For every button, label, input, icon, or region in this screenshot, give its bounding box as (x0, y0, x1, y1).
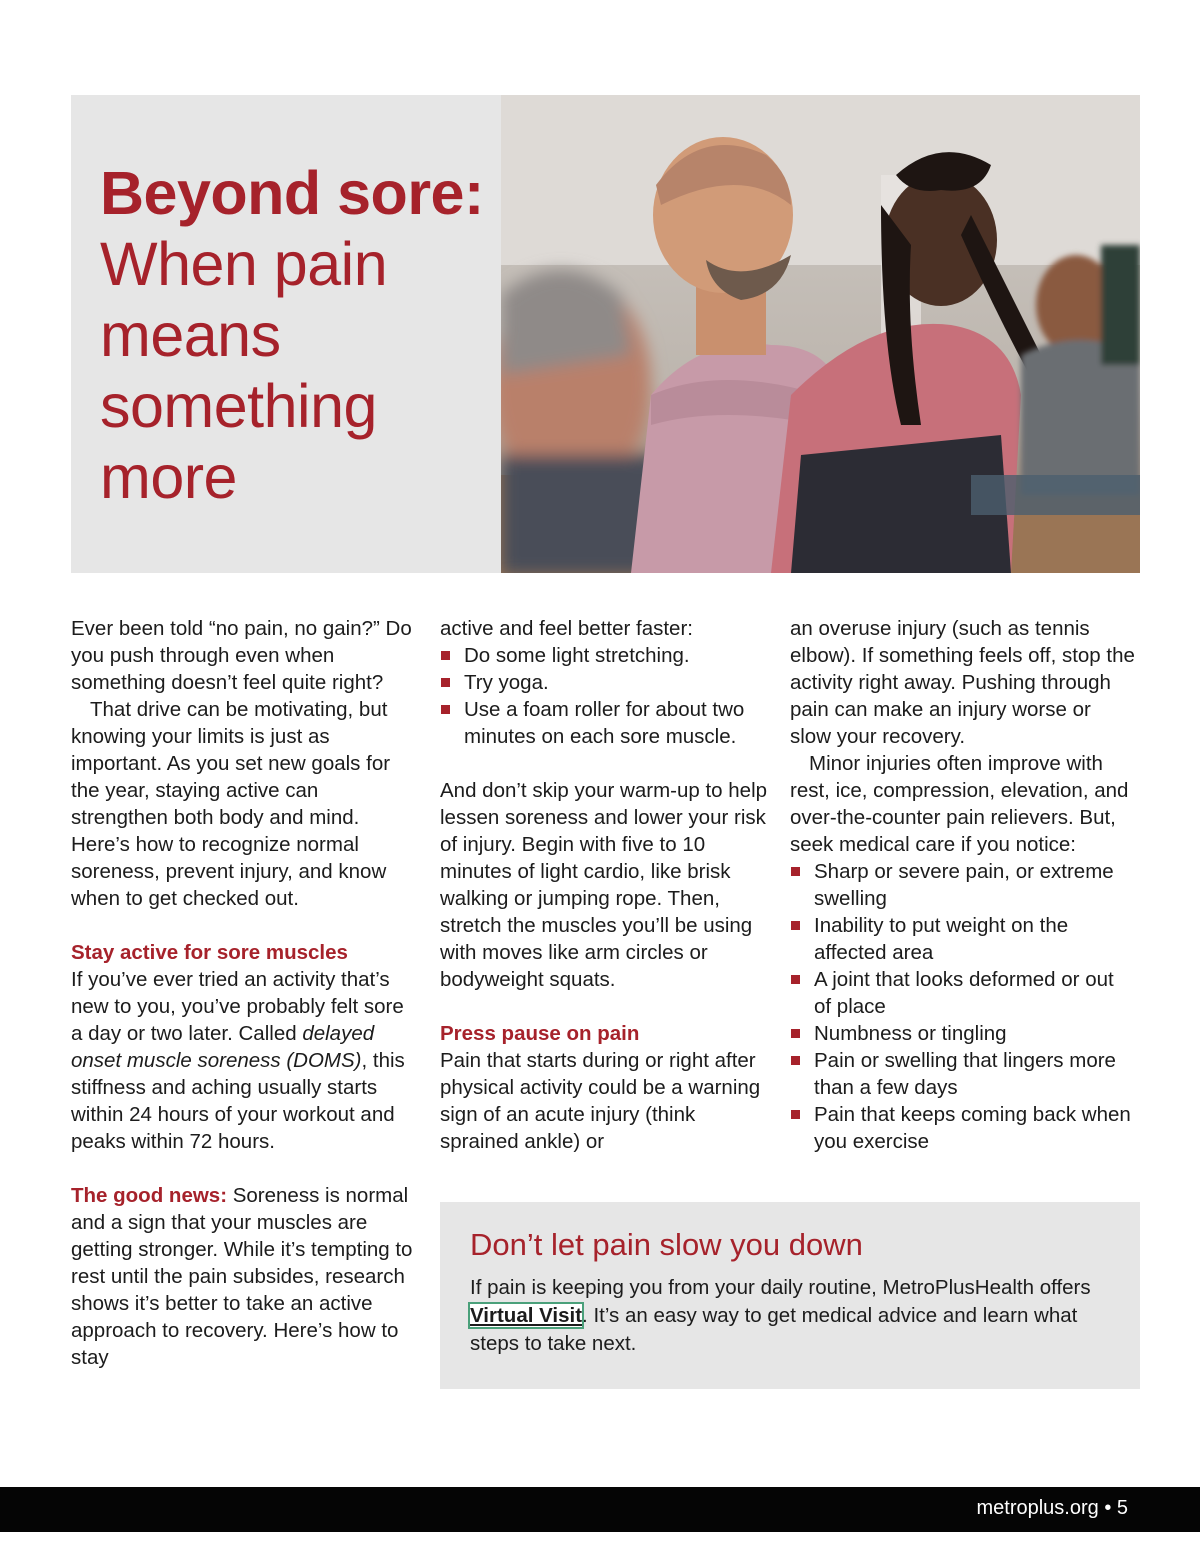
list-item-text: A joint that looks deformed or out of place (814, 968, 1114, 1018)
bullet-square-icon (441, 705, 450, 714)
list-item (790, 912, 1135, 966)
good-news-text: Soreness is normal and a sign that your muscles are getting stronger. While it’s tempting to rest until the pain subsides, research shows it’s better to take an active approach to recovery. Here’s how to stay (71, 1184, 413, 1369)
virtual-visit-link[interactable]: Virtual Visit (470, 1304, 583, 1327)
good-news-label: The good news: (71, 1184, 228, 1207)
yoga-class-photo (501, 95, 1140, 573)
list-item-text: Do some light stretching. (464, 644, 690, 667)
bullet-square-icon (791, 1029, 800, 1038)
list-item-text: Sharp or severe pain, or extreme swelling (814, 860, 1114, 910)
warning-signs-list (790, 858, 1135, 1155)
page-title (100, 158, 490, 513)
col2-lead: active and feel better faster: (440, 617, 693, 640)
list-item (790, 1101, 1135, 1155)
footer-page-info: metroplus.org • 5 (976, 1497, 1128, 1519)
column-2 (440, 615, 772, 1155)
doms-text-a: If you’ve ever tried an activity that’s new to you, you’ve probably felt sore a day or two later. Called (71, 968, 404, 1045)
recovery-tips-list (440, 642, 772, 750)
minor-injuries-paragraph: Minor injuries often improve with rest, ice, compression, elevation, and over-the-counter pain relievers. But, seek medical care if you notice: (790, 752, 1129, 856)
doms-term: delayed onset muscle soreness (DOMS) (71, 1022, 375, 1072)
list-item (790, 966, 1135, 1020)
list-item-text: Numbness or tingling (814, 1022, 1007, 1045)
title-bold: Beyond sore: (100, 159, 484, 227)
list-item-text: Pain or swelling that lingers more than a few days (814, 1049, 1116, 1099)
bullet-square-icon (791, 1056, 800, 1065)
doms-text-b: , this stiffness and aching usually starts within 24 hours of your workout and peaks within 72 hours. (71, 1049, 405, 1153)
section-heading-sore-muscles: Stay active for sore muscles (71, 941, 348, 964)
callout-text-b: . It’s an easy way to get medical advice and learn what steps to take next. (470, 1304, 1078, 1355)
callout-box (440, 1202, 1140, 1389)
footer-bar (0, 1487, 1200, 1532)
list-item (790, 1020, 1135, 1047)
section-heading-pause-pain: Press pause on pain (440, 1022, 640, 1045)
intro-paragraph: Ever been told “no pain, no gain?” Do you push through even when something doesn’t feel quite right? (71, 617, 412, 694)
list-item-text: Try yoga. (464, 671, 549, 694)
bullet-square-icon (791, 867, 800, 876)
yoga-photo-illustration (501, 95, 1140, 573)
list-item (790, 858, 1135, 912)
good-news-paragraph (71, 1182, 416, 1371)
doms-paragraph (71, 966, 416, 1155)
bullet-square-icon (791, 921, 800, 930)
title-rest: When pain means something more (100, 230, 388, 511)
list-item (440, 642, 772, 669)
list-item (440, 669, 772, 696)
overuse-paragraph: an overuse injury (such as tennis elbow). If something feels off, stop the activity right away. Pushing through pain can make an injury worse or slow your recovery. (790, 617, 1135, 748)
callout-title: Don’t let pain slow you down (470, 1227, 863, 1262)
intro-paragraph-2: That drive can be motivating, but knowing your limits is just as important. As you set new goals for the year, staying active can strengthen both body and mind. Here’s how to recognize normal soreness, prevent injury, and know when to get checked out. (71, 698, 391, 910)
column-3 (790, 615, 1135, 1155)
list-item-text: Use a foam roller for about two minutes on each sore muscle. (464, 698, 745, 748)
bullet-square-icon (791, 975, 800, 984)
callout-text (470, 1274, 1110, 1358)
bullet-square-icon (441, 678, 450, 687)
bullet-square-icon (791, 1110, 800, 1119)
warmup-paragraph: And don’t skip your warm-up to help lessen soreness and lower your risk of injury. Begin with five to 10 minutes of light cardio, like brisk walking or jumping rope. Then, stretch the muscles you’ll be using with moves like arm circles or bodyweight squats. (440, 779, 768, 991)
list-item-text: Pain that keeps coming back when you exercise (814, 1103, 1131, 1153)
list-item-text: Inability to put weight on the affected area (814, 914, 1069, 964)
list-item (790, 1047, 1135, 1101)
column-1 (71, 615, 416, 1371)
pause-pain-paragraph: Pain that starts during or right after physical activity could be a warning sign of an acute injury (think sprained ankle) or (440, 1049, 761, 1153)
callout-text-a: If pain is keeping you from your daily routine, MetroPlusHealth offers (470, 1276, 1091, 1299)
list-item (440, 696, 772, 750)
bullet-square-icon (441, 651, 450, 660)
